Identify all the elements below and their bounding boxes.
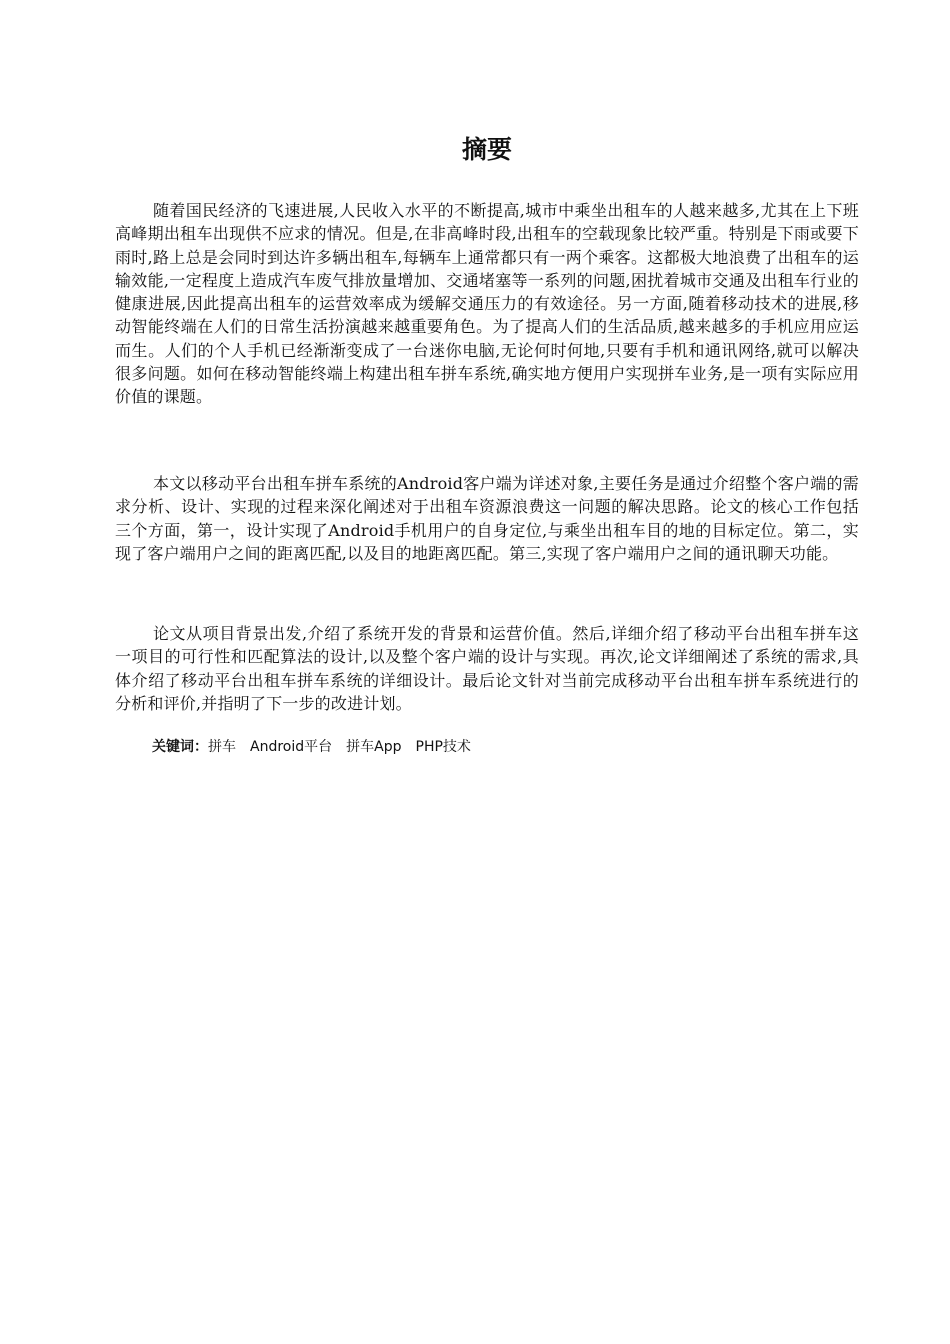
abstract-title: 摘要 <box>461 135 512 164</box>
keyword-item: Android平台 <box>250 739 333 755</box>
abstract-paragraph-2: 本文以移动平台出租车拼车系统的Android客户端为详述对象,主要任务是通过介绍整个客户端的需求分析、设计、实现的过程来深化阐述对于出租车资源浪费这一问题的解决思路。论文的核心工作包括三个方面，第一，设计实现了Android手机用户的自身定位,与乘坐出租车目的地的目标定位。第二，实现了客户端用户之间的距离匹配,以及目的地距离匹配。第三,实现了客户端用户之间的通讯聊天功能。 <box>115 474 859 563</box>
abstract-paragraph-3: 论文从项目背景出发,介绍了系统开发的背景和运营价值。然后,详细介绍了移动平台出租车拼车这一项目的可行性和匹配算法的设计,以及整个客户端的设计与实现。再次,论文详细阐述了系统的需求,具体介绍了移动平台出租车拼车系统的详细设计。最后论文针对当前完成移动平台出租车拼车系统进行的分析和评价,并指明了下一步的改进计划。 <box>115 624 859 713</box>
keywords-line <box>152 737 485 757</box>
keyword-item: 拼车 <box>208 739 236 755</box>
keyword-item: 拼车App <box>346 739 402 755</box>
keyword-item: PHP技术 <box>415 739 471 755</box>
keywords-label: 关键词： <box>152 739 208 755</box>
abstract-paragraph-1: 随着国民经济的飞速进展,人民收入水平的不断提高,城市中乘坐出租车的人越来越多,尤其在上下班高峰期出租车出现供不应求的情况。但是,在非高峰时段,出租车的空载现象比较严重。特别是下雨或要下雨时,路上总是会同时到达许多辆出租车,每辆车上通常都只有一两个乘客。这都极大地浪费了出租车的运输效能,一定程度上造成汽车废气排放量增加、交通堵塞等一系列的问题,困扰着城市交通及出租车行业的健康进展,因此提高出租车的运营效率成为缓解交通压力的有效途径。另一方面,随着移动技术的进展,移动智能终端在人们的日常生活扮演越来越重要角色。为了提高人们的生活品质,越来越多的手机应用应运而生。人们的个人手机已经渐渐变成了一台迷你电脑,无论何时何地,只要有手机和通讯网络,就可以解决很多问题。如何在移动智能终端上构建出租车拼车系统,确实地方便用户实现拼车业务,是一项有实际应用价值的课题。 <box>115 201 859 407</box>
